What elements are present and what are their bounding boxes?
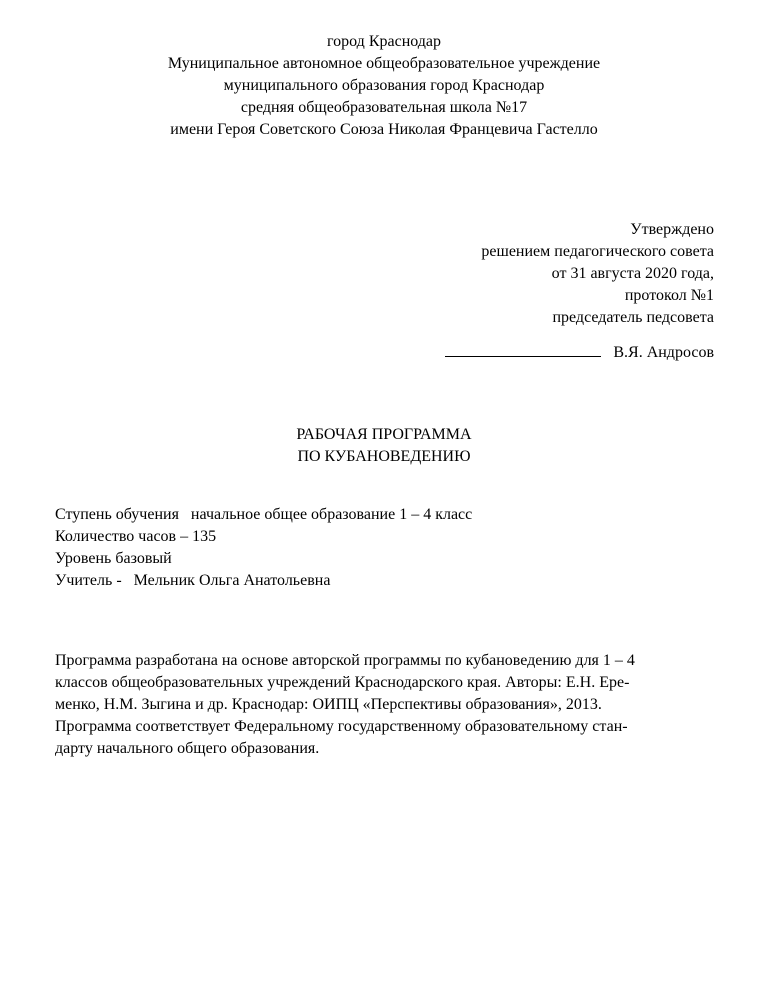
program-title [0, 424, 768, 468]
program-title-line-1: РАБОЧАЯ ПРОГРАММА [296, 426, 472, 443]
program-info [55, 504, 472, 592]
approval-block [481, 219, 714, 329]
header-city: город Краснодар [326, 33, 442, 50]
description-line: Программа разработана на основе авторской программы по кубановедению для 1 – 4 [55, 652, 635, 669]
info-level: Уровень базовый [55, 550, 172, 567]
header-institution: Муниципальное автономное общеобразовательное учреждение [167, 55, 601, 72]
header-school-name: средняя общеобразовательная школа №17 [240, 99, 528, 116]
info-hours: Количество часов – 135 [55, 528, 217, 545]
description-line: менко, Н.М. Зыгина и др. Краснодар: ОИПЦ «Перспективы образования», 2013. [55, 696, 602, 713]
approval-chairman: председатель педсовета [552, 309, 714, 326]
info-education-level: Ступень обучения начальное общее образование 1 – 4 класс [55, 506, 473, 523]
school-header [0, 31, 768, 141]
signature-name: В.Я. Андросов [613, 344, 714, 361]
approval-council: решением педагогического совета [481, 243, 714, 260]
info-teacher: Учитель - Мельник Ольга Анатольевна [55, 572, 331, 589]
approval-protocol: протокол №1 [624, 287, 714, 304]
signature-blank [445, 341, 601, 357]
header-municipality: муниципального образования город Краснодар [223, 77, 545, 94]
approval-title: Утверждено [630, 221, 714, 238]
header-school-honoree: имени Героя Советского Союза Николая Францевича Гастелло [170, 121, 598, 138]
signature-line [445, 341, 714, 364]
description-line: Программа соответствует Федеральному государственному образовательному стан- [55, 718, 628, 735]
description-line: дарту начального общего образования. [55, 740, 320, 757]
program-title-line-2: ПО КУБАНОВЕДЕНИЮ [297, 448, 471, 465]
description-line: классов общеобразовательных учреждений Краснодарского края. Авторы: Е.Н. Ере- [55, 674, 630, 691]
approval-date: от 31 августа 2020 года, [551, 265, 714, 282]
program-description [55, 650, 715, 760]
